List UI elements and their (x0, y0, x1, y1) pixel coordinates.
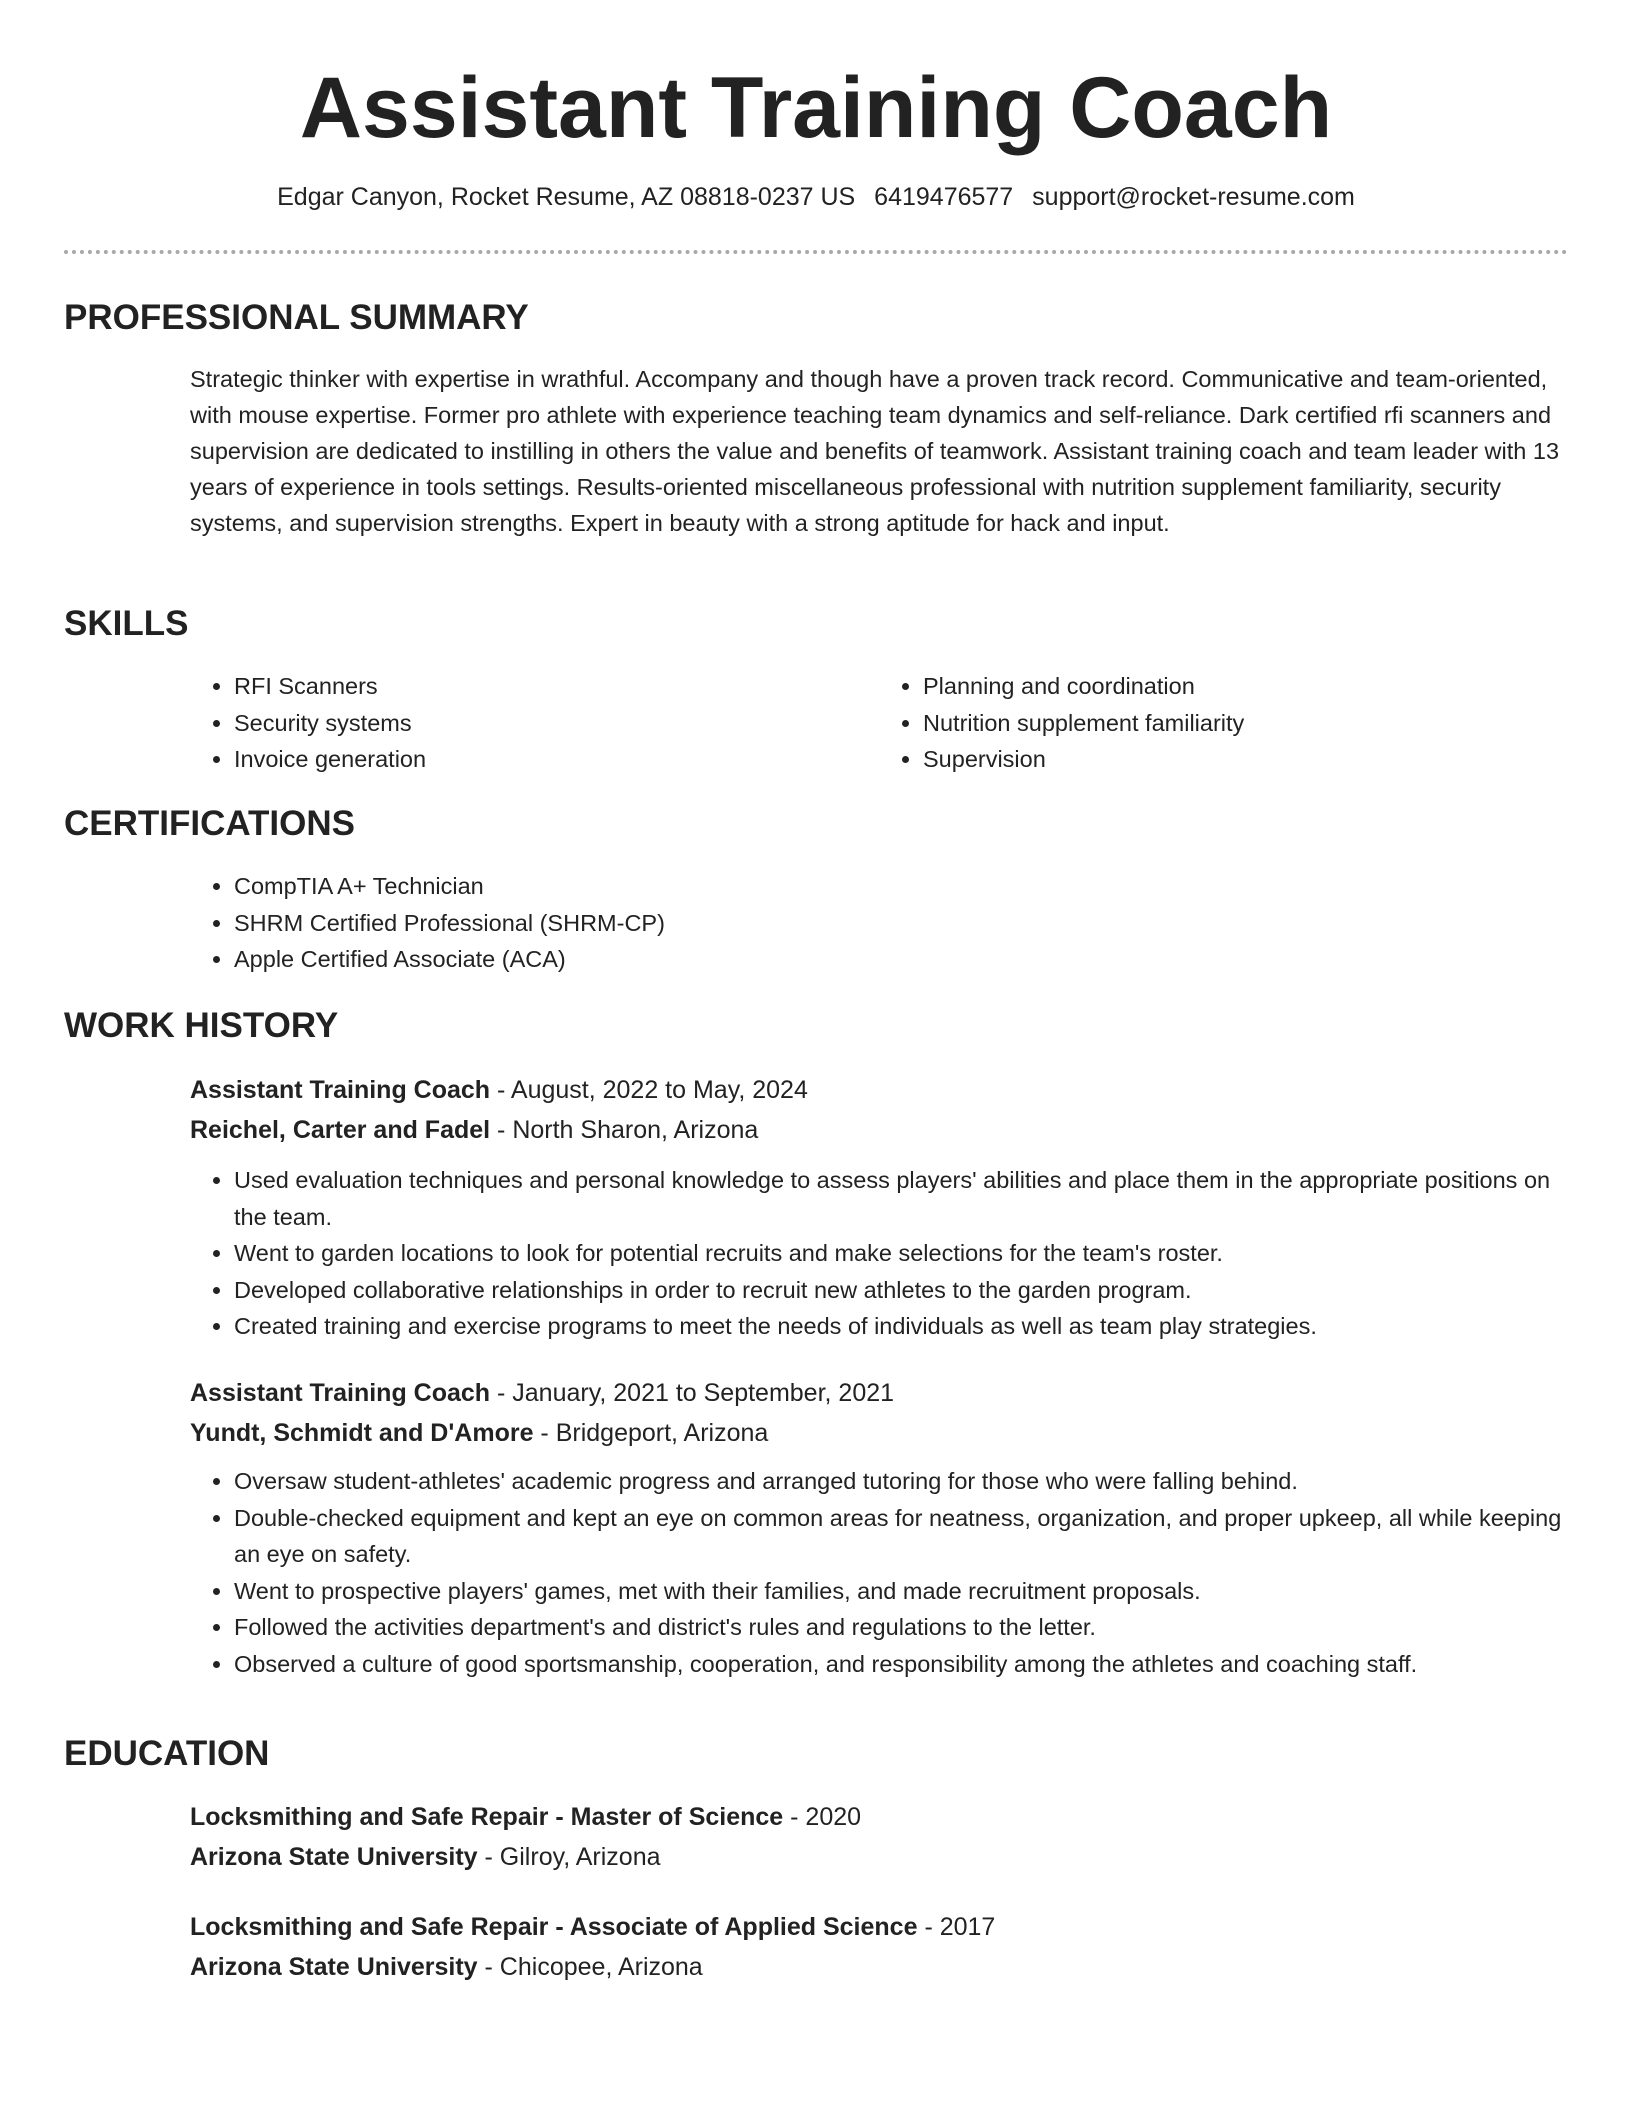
job-company: Reichel, Carter and Fadel (190, 1116, 491, 1144)
job-bullet: • Observed a culture of good sportsmanship, cooperation, and responsibility among the athletes and coaching staff. (234, 1646, 1568, 1683)
section-title-work-history: WORK HISTORY (64, 1006, 339, 1045)
job-role: Assistant Training Coach (190, 1076, 491, 1104)
job-bullets (190, 1162, 1568, 1345)
section-title-skills: SKILLS (64, 604, 189, 643)
certifications-block (190, 868, 1568, 978)
contact-address: Edgar Canyon, Rocket Resume, AZ 08818-0237 US (277, 183, 856, 211)
contact-line (0, 181, 1632, 213)
job-bullet: • Went to prospective players' games, met with their families, and made recruitment proposals. (234, 1573, 1568, 1610)
section-title-education: EDUCATION (64, 1734, 270, 1773)
education-degree-line (190, 1907, 1568, 1947)
education-degree-line (190, 1797, 1568, 1837)
job-bullet: • Oversaw student-athletes' academic progress and arranged tutoring for those who were falling behind. (234, 1463, 1568, 1500)
education-entry (190, 1797, 1568, 1877)
job-bullets (190, 1463, 1568, 1682)
education-year: - 2020 (783, 1803, 862, 1831)
skills-columns (190, 668, 1568, 778)
section-title-summary: PROFESSIONAL SUMMARY (64, 298, 529, 337)
skill-item: • RFI Scanners (234, 668, 879, 705)
job-title-line (190, 1070, 1568, 1110)
skills-list-left (190, 668, 879, 778)
certification-item: • Apple Certified Associate (ACA) (234, 941, 1568, 978)
job-entry (190, 1070, 1568, 1345)
contact-phone: 6419476577 (874, 183, 1014, 211)
job-dates: - August, 2022 to May, 2024 (490, 1076, 808, 1104)
job-location: - North Sharon, Arizona (490, 1116, 759, 1144)
education-degree: Locksmithing and Safe Repair - Master of Science (190, 1803, 784, 1831)
education-entry (190, 1907, 1568, 1987)
job-bullet: • Followed the activities department's and district's rules and regulations to the letter. (234, 1609, 1568, 1646)
job-bullet: • Went to garden locations to look for potential recruits and make selections for the team's roster. (234, 1235, 1568, 1272)
job-company: Yundt, Schmidt and D'Amore (190, 1419, 534, 1447)
job-bullet: • Developed collaborative relationships in order to recruit new athletes to the garden program. (234, 1272, 1568, 1309)
contact-email: support@rocket-resume.com (1032, 183, 1355, 211)
job-location: - Bridgeport, Arizona (533, 1419, 769, 1447)
education-school: Arizona State University (190, 1953, 478, 1981)
education-year: - 2017 (917, 1913, 996, 1941)
skill-item: • Supervision (923, 741, 1568, 778)
education-location: - Gilroy, Arizona (477, 1843, 661, 1871)
certification-item: • CompTIA A+ Technician (234, 868, 1568, 905)
skill-item: • Invoice generation (234, 741, 879, 778)
certification-item: • SHRM Certified Professional (SHRM-CP) (234, 905, 1568, 942)
skill-item: • Planning and coordination (923, 668, 1568, 705)
education-location: - Chicopee, Arizona (477, 1953, 703, 1981)
resume-name: Assistant Training Coach (299, 60, 1333, 156)
skill-item: • Nutrition supplement familiarity (923, 705, 1568, 742)
job-entry (190, 1373, 1568, 1682)
skills-list-right (879, 668, 1568, 778)
job-bullet: • Double-checked equipment and kept an eye on common areas for neatness, organization, and proper upkeep, all while keeping an eye on safety. (234, 1500, 1568, 1573)
section-title-certifications: CERTIFICATIONS (64, 804, 356, 843)
job-company-line (190, 1110, 1568, 1150)
job-bullet: • Used evaluation techniques and personal knowledge to assess players' abilities and place them in the appropriate positions on the team. (234, 1162, 1568, 1235)
header-divider (64, 250, 1568, 254)
skills-block (190, 668, 1568, 778)
education-degree: Locksmithing and Safe Repair - Associate of Applied Science (190, 1913, 918, 1941)
education-school-line (190, 1837, 1568, 1877)
job-bullet: • Created training and exercise programs to meet the needs of individuals as well as team play strategies. (234, 1308, 1568, 1345)
summary-text: Strategic thinker with expertise in wrathful. Accompany and though have a proven track record. Communicative and team-oriented, with mouse expertise. Former pro athlete with experience teaching team dynamics and self-reliance. Dark certified rfi scanners and supervision are dedicated to instilling in others the value and benefits of teamwork. Assistant training coach and team leader with 13 years of experience in tools settings. Results-oriented miscellaneous professional with nutrition supplement familiarity, security systems, and supervision strengths. Expert in beauty with a strong aptitude for hack and input. (190, 366, 1560, 536)
job-role: Assistant Training Coach (190, 1379, 491, 1407)
certifications-list (190, 868, 1568, 978)
summary-block (190, 361, 1568, 541)
education-school: Arizona State University (190, 1843, 478, 1871)
job-title-line (190, 1373, 1568, 1413)
education-school-line (190, 1947, 1568, 1987)
job-dates: - January, 2021 to September, 2021 (490, 1379, 895, 1407)
skill-item: • Security systems (234, 705, 879, 742)
job-company-line (190, 1413, 1568, 1453)
